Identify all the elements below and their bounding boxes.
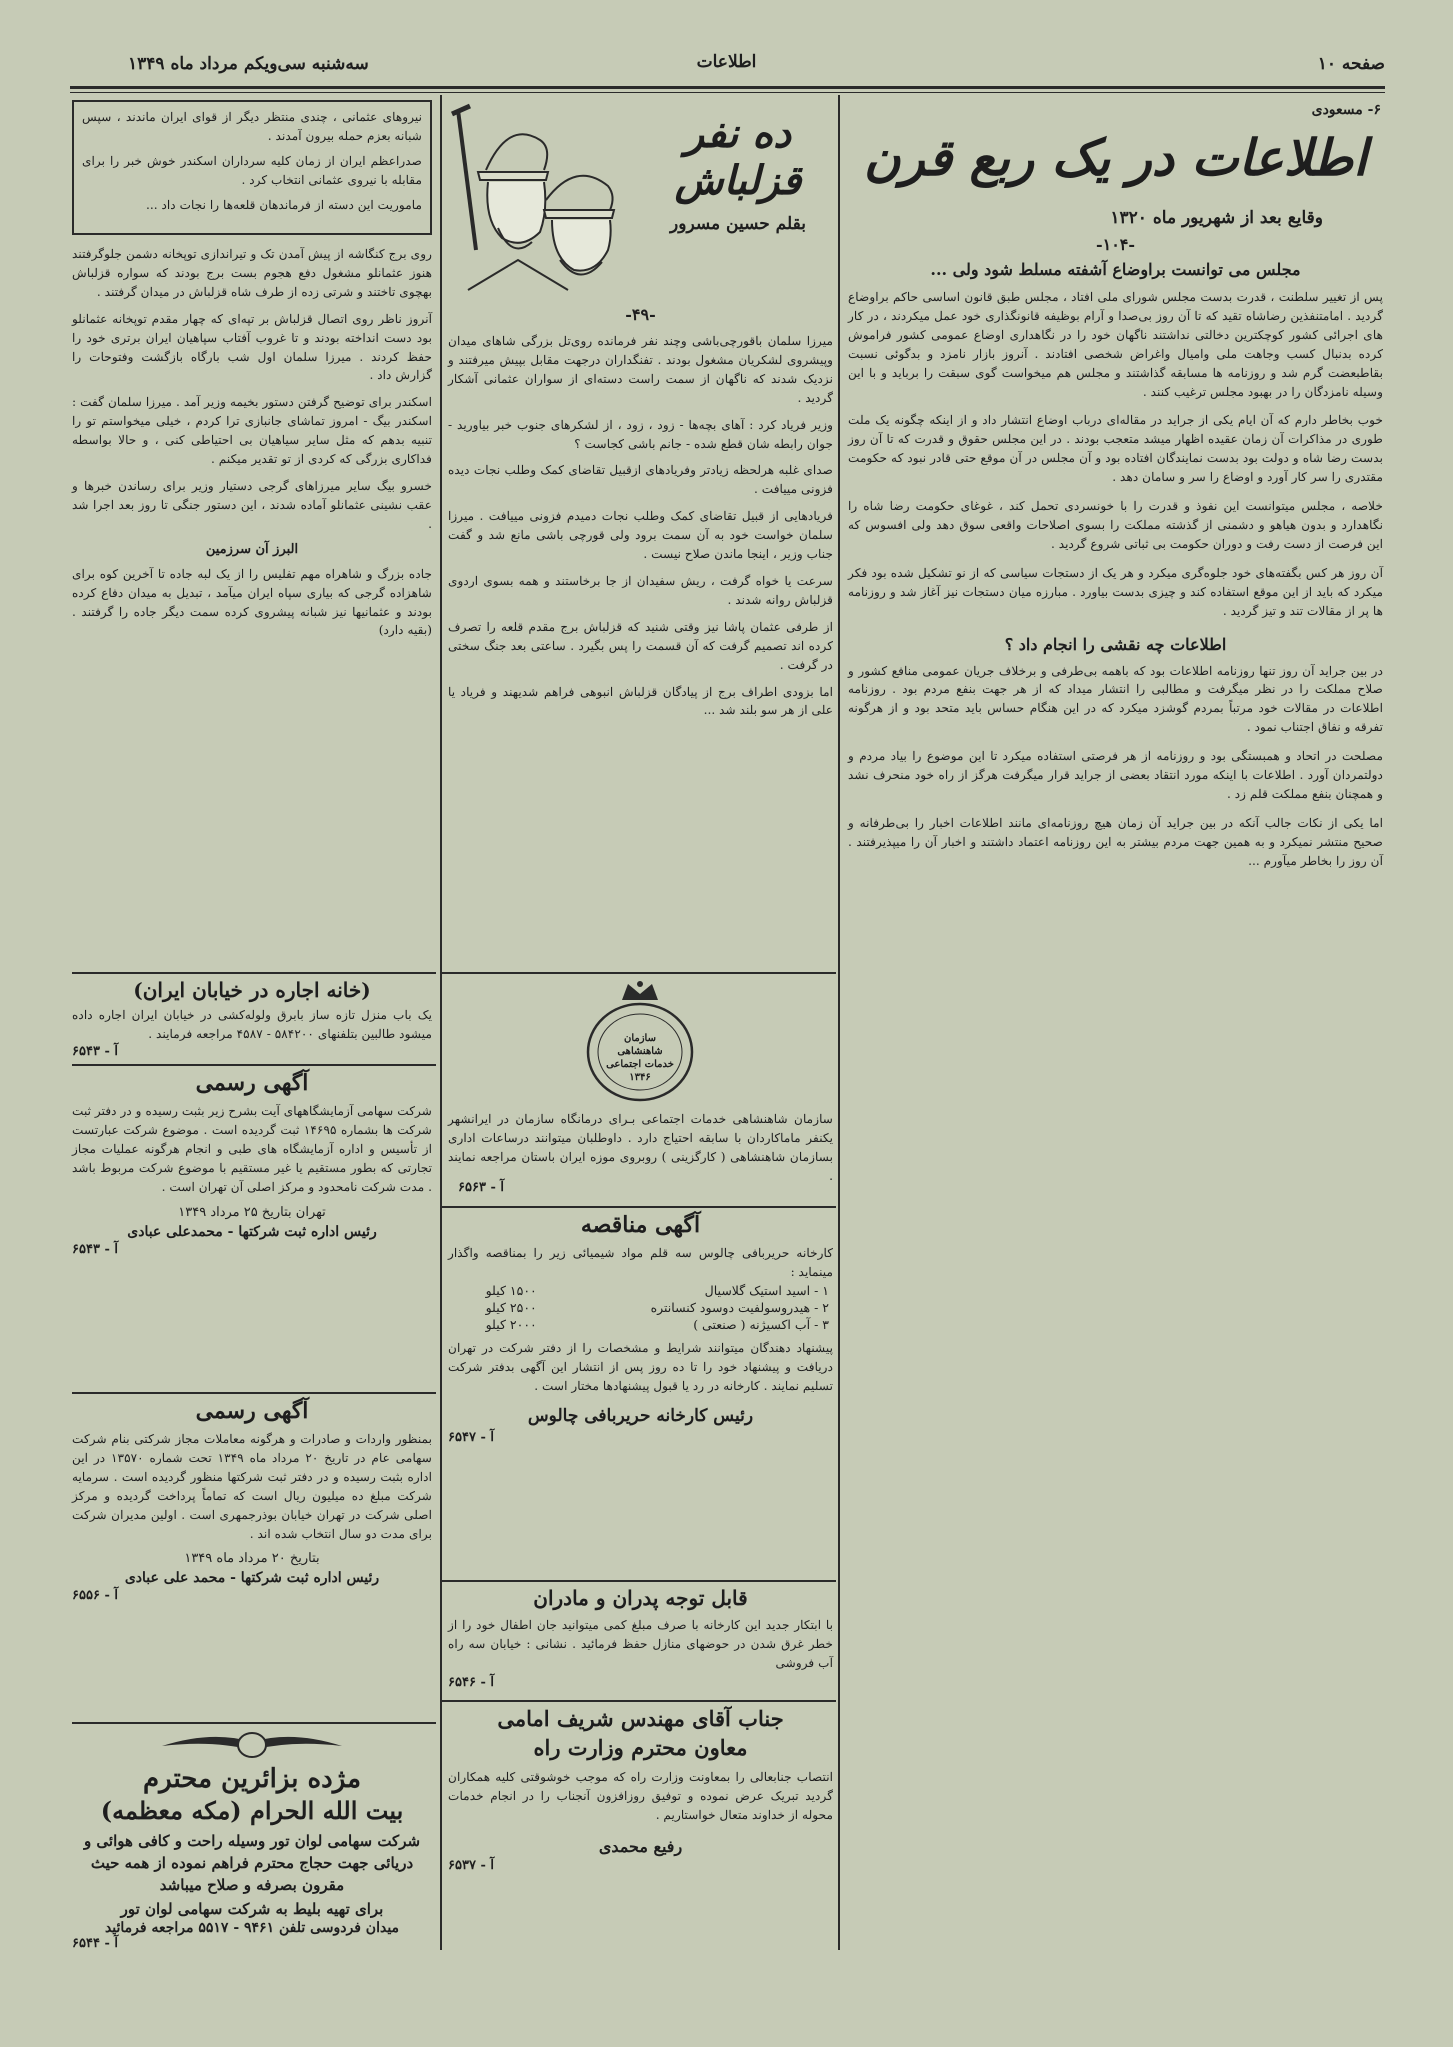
ad-body: انتصاب جنابعالی را بمعاونت وزارت راه که موجب خوشوقتی کلیه همکاران گردید تبریک عرض نموده و توفیق روزافزون آنجناب را در انجام خدمات محوله از خداوند متعال خواستاریم . bbox=[448, 1770, 833, 1822]
ad-intro: کارخانه حریربافی چالوس سه قلم مواد شیمیائی زیر را بمناقصه واگذار مینماید : bbox=[448, 1246, 833, 1279]
section-rule bbox=[72, 972, 436, 974]
ad-code: آ - ۶۵۴۳ bbox=[72, 1241, 118, 1257]
header-rule-thin bbox=[70, 92, 1385, 93]
story-author: بقلم حسین مسرور bbox=[670, 214, 806, 234]
history-column bbox=[848, 100, 1383, 1950]
paragraph: میرزا سلمان باقورچی‌باشی وچند نفر فرمانده روی‌تل بزرگی شاهای میدان وپیشروی لشکریان مشغول بودند . تفنگداران درجهت مقابل بپیش میرفتند و نزدیک شدند که ناگهان از سمت راست دسته‌ای از سواران عثمانی آشکار گردید . bbox=[448, 334, 833, 405]
item-qty: ۲۰۰۰ کیلو bbox=[485, 1316, 537, 1332]
list-item bbox=[448, 1282, 833, 1299]
paragraph: خلاصه ، مجلس میتوانست این نفوذ و قدرت را با خونسردی تحمل کند ، غوغای حکومت رضا شاه را نگاهدارد و بدون هیاهو و دشمنی از گذشته مملکت را بسوی اصلاحات واقعی سوق دهد ولی افسوس که این فرصت از دست رفت و دوران حکومت بی ثباتی شروع گردید . bbox=[848, 499, 1383, 551]
column-divider bbox=[440, 95, 442, 1950]
subhead: وقایع بعد از شهریور ماه ۱۳۲۰ bbox=[1110, 208, 1323, 228]
item-qty: ۱۵۰۰ کیلو bbox=[485, 1282, 537, 1298]
emblem bbox=[568, 980, 713, 1105]
list-item bbox=[448, 1316, 833, 1333]
paragraph: پس از تغییر سلطنت ، قدرت بدست مجلس شورای ملی افتاد ، مجلس طبق قانون اساسی حاکم براوضاع گردید . امامتنفذین رضاشاه تقید که تا آن روز بی‌صدا و آرام بوظیفه قانونگذاری خود عمل میکردند ، در کار های اجرائی کشور کوچکترین دخالتی نداشتند ناگهان خود را در نگاهداری اوضاع عمومی کشور فراموش کرده بدنبال کسب وجاهت ملی وامیال واغراض شخصی افتادند . آنروز بازار نامزد و بدگوئی نسبت بقاطبعضت گرم شد و روزنامه ها مسابقه گذاشتند و مجلس هم میخواست گوی سبقت را برباید و با این وسیله نامزدگان را در بهبود مجلس ترغیب کنند . bbox=[848, 290, 1383, 399]
story-continuation bbox=[72, 245, 432, 965]
paragraph: مصلحت در اتحاد و همبستگی بود و روزنامه از هر فرصتی استفاده میکرد تا این موضوع را بیاد مردم و دولتمردان آورد . اطلاعات با اینکه مورد انتقاد بعضی از جراید قرار میگرفت هرگز از راه خود منحرف نشد و همچنان بنفع مملکت قلم زد . bbox=[848, 749, 1383, 801]
paragraph: وزیر فریاد کرد : آهای بچه‌ها - زود ، زود ، از لشکرهای جنوب خبر بیاورید - جوان رابطه شان قطع شده - جانم باشی کجاست ؟ bbox=[448, 417, 833, 451]
ad-title: جناب آقای مهندس شریف امامی bbox=[497, 1706, 784, 1731]
story-illustration bbox=[448, 100, 638, 295]
paragraph: خسرو بیگ سایر میرزاهای گرجی دستیار وزیر برای رساندن خبرها و عقب نشینی عثمانلو آماده شدند ، این دستور جنگی تا روز بعد اجرا شد . bbox=[72, 478, 432, 531]
ad-signature: رئیس اداره ثبت شرکتها - محمدعلی عبادی bbox=[127, 1223, 377, 1240]
ad-body: سازمان شاهنشاهی خدمات اجتماعی بـرای درمانگاه سازمان در ایرانشهر یکنفر ماماکاردان با سابقه احتیاج دارد . داوطلبان میتوانند درساعات اداری بسازمان شاهنشاهی ( کارگزینی ) روبروی موزه ایران باستان مراجعه نمایند . bbox=[448, 1112, 833, 1183]
ad-official-2 bbox=[72, 1398, 432, 1720]
ad-parents bbox=[448, 1586, 833, 1698]
ad-title: قابل توجه پدران و مادران bbox=[533, 1586, 748, 1610]
page-number: صفحه ۱۰ bbox=[1317, 54, 1385, 74]
paragraph: سرعت یا خواه گرفت ، ریش سفیدان از جا برخاستند و همه بسوی اردوی قزلباش روانه شدند . bbox=[448, 573, 833, 607]
paragraph: آنروز ناظر روی اتصال قزلباش بر تپه‌ای که چهار مقدم توپخانه عثمانلو بود دست انداخته بودند و تا غروب آفتاب سپاهیان ایران برتری خود را حفظ کردند . میرزا سلمان اول شب بارگاه بازگشت وفتوحات را گزارش داد . bbox=[72, 311, 432, 383]
ad-signature: رفیع محمدی bbox=[598, 1836, 683, 1856]
subheading: البرز آن سرزمین bbox=[205, 541, 299, 557]
corner-tag: ۶- مسعودی bbox=[1311, 102, 1381, 118]
tender-items bbox=[448, 1282, 833, 1333]
masthead: اطلاعات در یک ربع قرن bbox=[863, 128, 1368, 187]
ad-subtitle: معاون محترم وزارت راه bbox=[533, 1735, 748, 1760]
section-rule bbox=[72, 1392, 436, 1394]
paragraph: اسکندر برای توضیح گرفتن دستور بخیمه وزیر آمد . میرزا سلمان گفت : اسکندر بیگ - امروز تماشای جانبازی ترا کردم ، خیلی میخواستم تو را تنبیه بدهم که مثل سایر سیاهیان بی احتیاطی کنی ، و حالا بواسطه فداکاری بزرگی که کردی از تو تقدیر میکنم . bbox=[72, 395, 432, 467]
ad-official-1 bbox=[72, 1070, 432, 1388]
ad-body: شرکت سهامی آزمایشگاههای آیت بشرح زیر بثبت رسیده و در دفتر ثبت شرکت ها بشماره ۱۴۶۹۵ ثبت گردیده است . موضوع شرکت عبارتست از تأسیس و اداره آزمایشگاه های طبی و انجام هرگونه عملیات مجاز تجارتی که بطور مستقیم یا غیر مستقیم با موضوع شرکت مربوط باشد . مدت شرکت نامحدود و مرکز اصلی آن تهران است . bbox=[72, 1104, 433, 1194]
note-line: صدراعظم ایران از زمان کلیه سرداران اسکندر خوش خبر را برای مقابله با نیروی عثمانی انتخاب کرد . bbox=[82, 153, 422, 187]
ad-address: میدان فردوسی تلفن ۹۴۶۱ - ۵۵۱۷ مراجعه فرمائید bbox=[104, 1920, 400, 1937]
paragraph: خوب بخاطر دارم که آن ایام یکی از جراید در مقاله‌ای درباب اوضاع انتشار داد و از اینکه چگونه یک ملت طوری در مذاکرات آن زمان عقیده اظهار میشد متعجب بودند . در این مجلس حقوق و قدرت که تا آن روز بدست رضا شاه و دولت بود بدست نمایندگان افتاده بود و آن مجلس در آن موقع حتی قادر نبود که حکومت مقتدری را سر کار آورد و اوضاع را سر و سامان دهد . bbox=[848, 413, 1383, 485]
ad-title: مژده بزائرین محترم bbox=[143, 1764, 361, 1794]
notes-box bbox=[72, 100, 432, 235]
article-body bbox=[848, 288, 1383, 871]
ad-body: بمنظور واردات و صادرات و هرگونه معاملات مجاز شرکتی بنام شرکت سهامی عام در تاریخ ۲۰ مرداد ماه ۱۳۴۹ تحت شماره ۱۳۵۷۰ در این اداره بثبت رسیده و در دفتر ثبت شرکتها منظور گردیده است . سرمایه شرکت مبلغ ده میلیون ریال است که تماماً پرداخت گردیده و مرکز اصلی شرکت در تهران خیابان بوذرجمهری است . اولین مدیران شرکت برای مدت دو سال انتخاب شده اند . bbox=[72, 1432, 432, 1541]
ad-body: یک باب منزل تازه ساز بابرق ولوله‌کشی در خیابان ایران اجاره داده میشود طالبین بتلفنهای ۵۸۴۲۰۰ - ۴۵۸۷ مراجعه فرمایند . bbox=[72, 1008, 432, 1041]
paragraph: روی برج کنگاشه از پیش آمدن تک و تیراندازی توپخانه دشمن جلوگرفتند هنوز عثمانلو مشغول دفع هجوم بست برج بودند که سواره قزلباش بهچوی تاختند و شرتی زده از طرف شاه قزلباش در میدان گرفتند . bbox=[72, 247, 432, 299]
ad-body: شرکت سهامی لوان تور وسیله راحت و کافی هوائی و دریائی جهت حجاج محترم فراهم نموده از همه حیث مقرون بصرفه و صلاح میباشد bbox=[83, 1832, 421, 1894]
section-rule bbox=[442, 972, 836, 974]
ad-rent bbox=[72, 978, 432, 1060]
item-name: ۱ - اسید استیک گلاسیال bbox=[704, 1282, 829, 1298]
section-rule bbox=[442, 1206, 836, 1208]
ad-title: (خانه اجاره در خیابان ایران) bbox=[133, 978, 371, 1002]
ad-subtitle: بیت الله الحرام (مکه معظمه) bbox=[100, 1796, 404, 1825]
story-column bbox=[448, 100, 833, 970]
story-title-block bbox=[643, 110, 833, 295]
section-rule bbox=[442, 1580, 836, 1582]
ad-signature: رئیس اداره ثبت شرکتها - محمد علی عبادی bbox=[124, 1570, 380, 1587]
item-name: ۳ - آب اکسیژنه ( صنعتی ) bbox=[693, 1316, 829, 1332]
section-rule bbox=[72, 1064, 436, 1066]
ad-date: تهران بتاریخ ۲۵ مرداد ۱۳۴۹ bbox=[178, 1204, 326, 1220]
ad-body: با ابتکار جدید این کارخانه با صرف مبلغ کمی میتوانید جان اطفال خود را از خطر غرق شدن در حوضهای منازل حفظ فرمائید . نشانی : خیابان سه راه آب فروشی bbox=[448, 1618, 833, 1670]
list-item bbox=[448, 1299, 833, 1316]
paragraph: صدای غلبه هرلحظه زیادتر وفریادهای ازقبیل تقاضای کمک وطلب نجات دیده فزونی مییافت . bbox=[448, 463, 833, 497]
ad-code: آ - ۶۵۴۶ bbox=[448, 1674, 494, 1690]
ad-signature: رئیس کارخانه حریربافی چالوس bbox=[527, 1405, 754, 1426]
ad-title: آگهی رسمی bbox=[195, 1398, 309, 1424]
ad-code: آ - ۶۵۴۳ bbox=[72, 1043, 118, 1059]
note-line: نیروهای عثمانی ، چندی منتظر دیگر از قوای ایران ماندند ، سپس شبانه بعزم حمله بیرون آمدند . bbox=[82, 110, 422, 143]
column-divider bbox=[838, 95, 840, 1950]
section-rule bbox=[442, 1700, 836, 1702]
paragraph: جاده بزرگ و شاهراه مهم تفلیس را از یک لبه جاده تا آخرین کوه برای شاهزاده گرجی که بیاری سپاه ایران میآمد ، تبدیل به میدان دفاع کرده بودند و عثمانیها نیز شبانه پیشروی کرده سمت دیگر جاده را گرفتند . (بقیه دارد) bbox=[72, 566, 432, 638]
chapter-number: -۴۹- bbox=[625, 305, 656, 324]
issue-date: سه‌شنبه سی‌ویکم مرداد ماه ۱۳۴۹ bbox=[128, 54, 369, 74]
section-rule bbox=[72, 1722, 436, 1724]
story-title: ده نفر قزلباش bbox=[674, 110, 802, 204]
ad-title: آگهی رسمی bbox=[195, 1070, 309, 1096]
paragraph: اما بزودی اطراف برج از پیادگان قزلباش انبوهی فراهم شدیهند و فریاد یا علی از هر سو بلند شد ... bbox=[448, 684, 833, 718]
paragraph: اما یکی از نکات جالب آنکه در بین جراید آن زمان هیچ روزنامه‌ای مانند اطلاعات اخبار را بی‌طرفانه و صحیح منتشر نمیکرد و به همین جهت مردم بیشتر به این روزنامه اعتماد داشتند و اخبار آن را میپذیرفتند . آن روز را بخاطر میآورم ... bbox=[848, 815, 1383, 868]
ad-body: پیشنهاد دهندگان میتوانند شرایط و مشخصات را از دفتر شرکت در تهران دریافت و پیشنهاد خود را تا ده روز پس از انتشار این آگهی بدفتر شرکت تسلیم نمایند . کارخانه در رد یا قبول پیشنهادها مختار است . bbox=[448, 1340, 833, 1393]
ad-congratulation bbox=[448, 1706, 833, 1946]
paragraph: آن روز هر کس بگفته‌های خود جلوه‌گری میکرد و هر یک از دستجات سیاسی که از نو تشکیل شده بود فکر میکرد که باید از این موقع استفاده کند و چیزی بدست بیاورد . مبارزه میان دستجات نیز آغاز شد و روزنامه ها پر از مقالات تند و تیز گردید . bbox=[848, 565, 1383, 618]
article-number: -۱۰۴- bbox=[1095, 235, 1136, 254]
paper-name: اطلاعات bbox=[696, 52, 757, 72]
ad-code: آ - ۶۵۵۶ bbox=[72, 1588, 118, 1604]
ad-line: برای تهیه بلیط به شرکت سهامی لوان تور bbox=[120, 1900, 384, 1919]
item-name: ۲ - هیدروسولفیت دوسود کنسانتره bbox=[650, 1299, 829, 1315]
ad-code: آ - ۶۵۴۴ bbox=[72, 1936, 118, 1952]
ad-tender bbox=[448, 1212, 833, 1577]
ad-code: آ - ۶۵۴۷ bbox=[448, 1429, 494, 1445]
header-rule bbox=[70, 86, 1385, 89]
ad-title: آگهی مناقصه bbox=[580, 1212, 701, 1238]
ad-social-services bbox=[448, 980, 833, 1205]
paragraph: از طرفی عثمان پاشا نیز وقتی شنید که قزلباش برج مقدم قلعه را تصرف کرده اند تصمیم گرفت که آن قسمت را پس بگیرد . ساعتی بعد جنگ سختی در گرفت . bbox=[448, 619, 833, 672]
ad-date: بتاریخ ۲۰ مرداد ماه ۱۳۴۹ bbox=[184, 1551, 320, 1567]
note-line: ماموریت این دسته از فرماندهان قلعه‌ها را نجات داد ... bbox=[145, 197, 422, 212]
airline-logo bbox=[72, 1728, 432, 1762]
ad-hajj bbox=[72, 1728, 432, 1950]
item-qty: ۲۵۰۰ کیلو bbox=[485, 1299, 537, 1315]
ad-code: آ - ۶۵۳۷ bbox=[448, 1857, 494, 1873]
section-title: اطلاعات چه نقشی را انجام داد ؟ bbox=[1004, 634, 1227, 654]
paragraph: فریادهایی از قبیل تقاضای کمک وطلب نجات دمیدم فزونی مییافت . میرزا سلمان خواست خود به آن سمت برود ولی قورچی باشی مانع شد و گفت جناب وزیر ، اینجا ماندن صلاح نیست . bbox=[448, 509, 833, 562]
story-body bbox=[448, 332, 833, 720]
emblem-text: سازمان شاهنشاهی خدمات اجتماعی ۱۳۴۶ bbox=[606, 1033, 674, 1083]
paragraph: در بین جراید آن روز تنها روزنامه اطلاعات بود که باهمه بی‌طرفی و برخلاف جریان عمومی منافع کشور و صلاح مملکت را در نظر میگرفت و مطالبی را انتشار میداد که از هر جهت بنفع مردم بود . روزنامه اطلاعات در مقالات خود مرتباً بمردم گوشزد میکرد که در این هنگام حساس باید متحد بود و از هرگونه تفرقه و نفاق اجتناب نمود . bbox=[848, 663, 1383, 735]
ad-code: آ - ۶۵۶۳ bbox=[458, 1180, 504, 1195]
section-title: مجلس می توانست براوضاع آشفته مسلط شود ولی ... bbox=[930, 260, 1301, 279]
